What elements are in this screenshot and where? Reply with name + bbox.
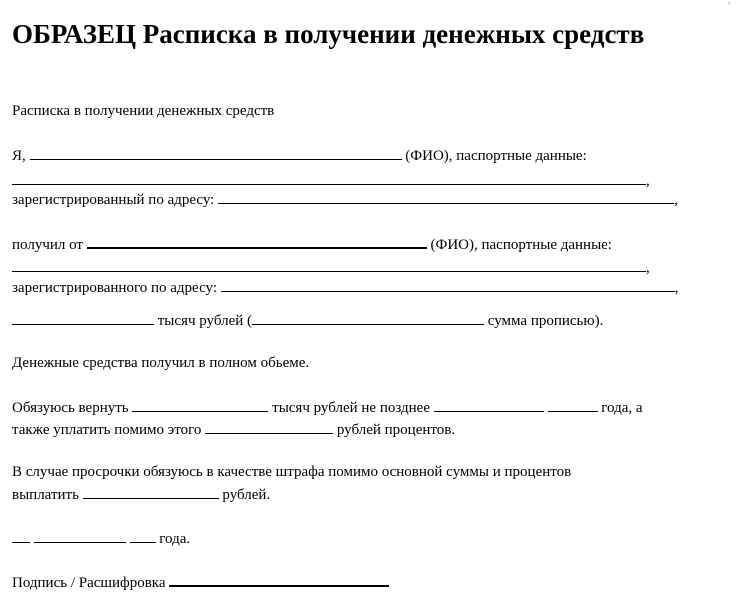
- return-year-field[interactable]: [548, 397, 598, 412]
- line-address-1: [12, 189, 678, 210]
- date-year-label: года.: [159, 531, 191, 547]
- comma-4: ,: [674, 280, 679, 296]
- line-penalty-2: [12, 484, 270, 505]
- comma-1: ,: [646, 173, 650, 189]
- return-d: также уплатить помимо этого: [12, 422, 202, 438]
- lender-name-field[interactable]: [87, 233, 427, 249]
- document: [12, 18, 724, 51]
- payer-name-field[interactable]: [30, 145, 402, 160]
- line-date: [12, 528, 190, 549]
- return-date-field[interactable]: [434, 397, 544, 412]
- line-return-1: [12, 397, 643, 418]
- return-e: рублей процентов.: [336, 422, 456, 438]
- interest-field[interactable]: [205, 419, 333, 434]
- comma-3: ,: [646, 260, 650, 276]
- return-b: тысяч рублей не позднее: [272, 400, 430, 416]
- address-field-2[interactable]: [221, 277, 675, 292]
- line-passport-2: [12, 257, 650, 278]
- penalty-field[interactable]: [83, 484, 219, 499]
- subtitle: Расписка в получении денежных средств: [12, 103, 275, 119]
- return-sum-field[interactable]: [132, 397, 268, 412]
- sum-end-label: сумма прописью).: [487, 313, 604, 329]
- fio-label-1: (ФИО), паспортные данные:: [405, 148, 587, 164]
- day-field[interactable]: [12, 528, 30, 543]
- line-address-2: [12, 277, 679, 298]
- line-passport-1: [12, 170, 650, 191]
- line-return-2: [12, 419, 455, 440]
- fio-label-2: (ФИО), паспортные данные:: [430, 237, 612, 253]
- reg-label-2: зарегистрированного по адресу:: [12, 280, 217, 296]
- sum-number-field[interactable]: [12, 310, 154, 325]
- passport-field-2[interactable]: [12, 257, 646, 272]
- line-sum: [12, 310, 603, 331]
- sum-mid-label: тысяч рублей (: [157, 313, 253, 329]
- penalty-text-1: В случае просрочки обязуюсь в качестве штрафа помимо основной суммы и процентов: [12, 464, 572, 480]
- comma-2: ,: [674, 192, 678, 208]
- signature-label: Подпись / Расшифровка: [12, 575, 166, 591]
- ya-label: Я,: [12, 148, 26, 164]
- reg-label-1: зарегистрированный по адресу:: [12, 192, 215, 208]
- year-field[interactable]: [130, 528, 156, 543]
- penalty-c: рублей.: [222, 487, 271, 503]
- page-title: ОБРАЗЕЦ Расписка в получении денежных средств: [12, 19, 645, 49]
- return-a: Обязуюсь вернуть: [12, 400, 129, 416]
- sum-words-field[interactable]: [252, 310, 484, 325]
- month-field[interactable]: [34, 528, 126, 543]
- corner-mark: ’: [727, 0, 731, 12]
- full-amount-text: Денежные средства получил в полном обьеме.: [12, 355, 310, 371]
- return-c: года, а: [601, 400, 643, 416]
- received-label: получил от: [12, 237, 83, 253]
- line-signature: [12, 571, 389, 593]
- line-payer-name: [12, 145, 587, 166]
- address-field-1[interactable]: [218, 189, 674, 204]
- passport-field-1[interactable]: [12, 170, 646, 185]
- penalty-b: выплатить: [12, 487, 79, 503]
- line-lender-name: [12, 233, 612, 255]
- signature-field[interactable]: [169, 571, 389, 587]
